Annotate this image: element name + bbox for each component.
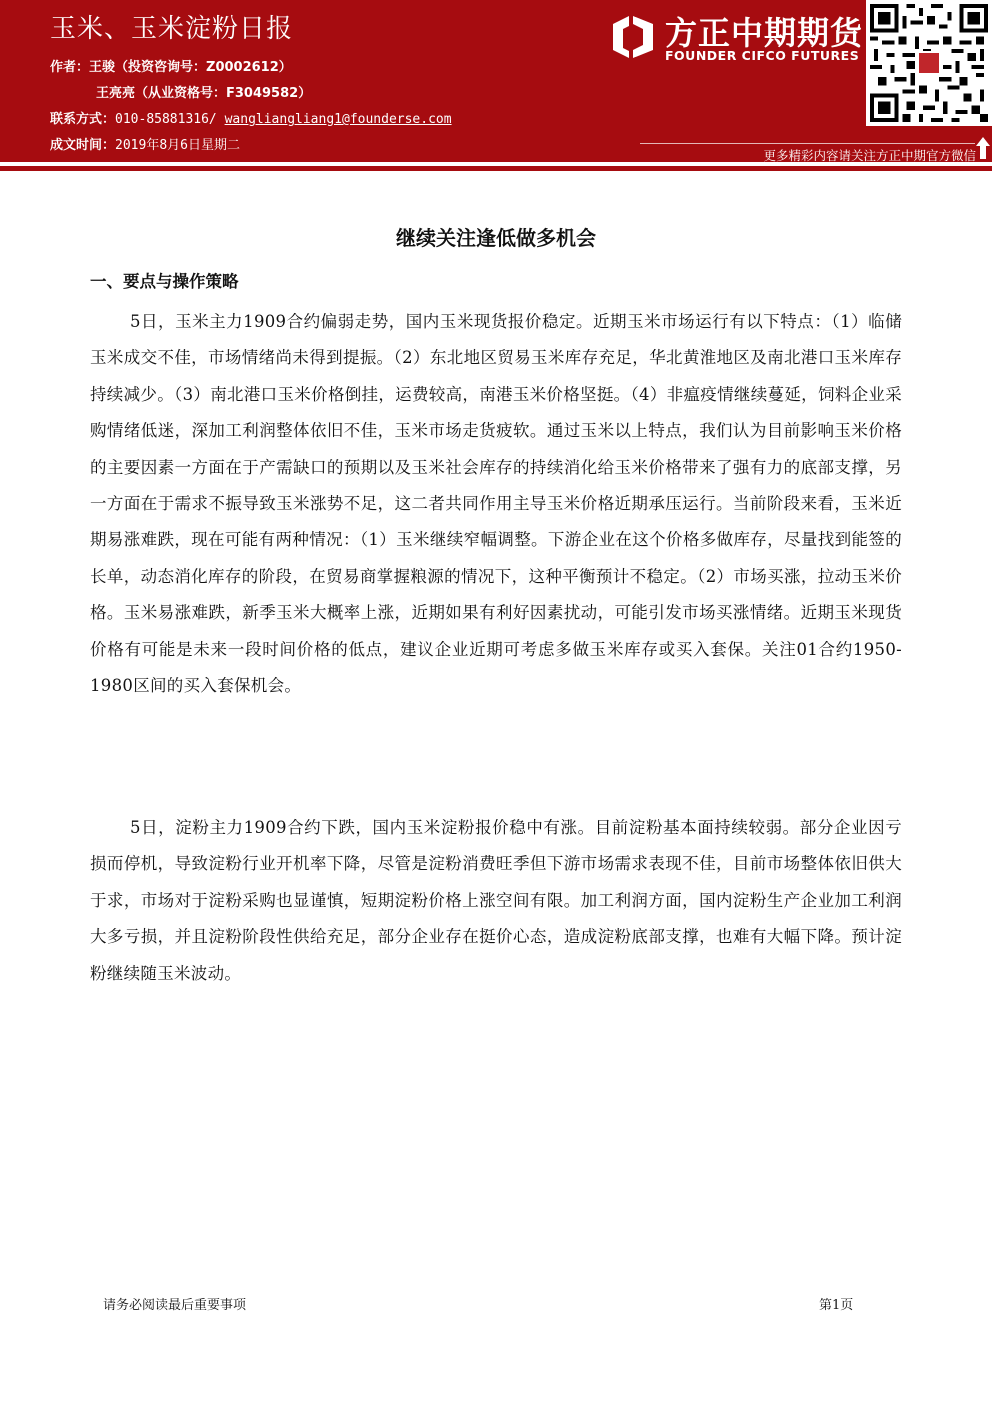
- paragraph-corn: 5日，玉米主力1909合约偏弱走势，国内玉米现货报价稳定。近期玉米市场运行有以下特点：（1）临储玉米成交不佳，市场情绪尚未得到提振。（2）东北地区贸易玉米库存充足，华北黄淮地区及南北港口玉米库存持续减少。（3）南北港口玉米价格倒挂，运费较高，南港玉米价格坚挺。（4）非瘟疫情继续蔓延，饲料企业采购情绪低迷，深加工利润整体依旧不佳，玉米市场走货疲软。通过玉米以上特点，我们认为目前影响玉米价格的主要因素一方面在于产需缺口的预期以及玉米社会库存的持续消化给玉米价格带来了强有力的底部支撑，另一方面在于需求不振导致玉米涨势不足，这二者共同作用主导玉米价格近期承压运行。当前阶段来看，玉米近期易涨难跌，现在可能有两种情况：（1）玉米继续窄幅调整。下游企业在这个价格多做库存，尽量找到能签的长单，动态消化库存的阶段，在贸易商掌握粮源的情况下，这种平衡预计不稳定。（2）市场买涨，拉动玉米价格。玉米易涨难跌，新季玉米大概率上涨，近期如果有利好因素扰动，可能引发市场买涨情绪。近期玉米现货价格有可能是未来一段时间价格的低点，建议企业近期可考虑多做玉米库存或买入套保。关注01合约1950-1980区间的买入套保机会。: [90, 312, 902, 696]
- author-line-2: [96, 82, 311, 101]
- page-number: 第1页: [819, 1298, 854, 1313]
- section-title: 一、要点与操作策略: [90, 272, 239, 291]
- up-arrow-icon: [975, 136, 991, 160]
- header-divider: [0, 166, 992, 171]
- contact-email-link[interactable]: wangliangliang1@founderse.com: [224, 112, 452, 127]
- qr-code-icon: [870, 4, 988, 122]
- logo-chinese-name: 方正中期期货: [665, 14, 864, 52]
- follow-divider: [640, 143, 975, 144]
- follow-wechat-text: 更多精彩内容请关注方正中期官方微信: [763, 148, 976, 163]
- author-1: 王骏（投资咨询号：Z0002612）: [89, 60, 292, 75]
- author-2: 王亮亮（从业资格号：F3049582）: [96, 86, 312, 101]
- report-title: 玉米、玉米淀粉日报: [50, 14, 294, 44]
- document-title: 继续关注逢低做多机会: [396, 226, 596, 250]
- author-line-1: [50, 56, 292, 75]
- logo-english-name: FOUNDER CIFCO FUTURES: [665, 48, 860, 63]
- date-label: 成文时间：: [50, 138, 116, 153]
- contact-line: [50, 108, 452, 127]
- author-label: 作者：: [50, 60, 90, 75]
- founder-logo-icon: [609, 14, 657, 60]
- wechat-qr-code: [866, 0, 992, 126]
- company-logo: [605, 6, 863, 92]
- footer-notice: 请务必阅读最后重要事项: [103, 1298, 247, 1313]
- contact-phone: 010-85881316/: [115, 112, 217, 127]
- report-header: [0, 0, 992, 162]
- date-value: 2019年8月6日星期二: [115, 138, 240, 153]
- contact-label: 联系方式：: [50, 112, 116, 127]
- paragraph-starch: 5日，淀粉主力1909合约下跌，国内玉米淀粉报价稳中有涨。目前淀粉基本面持续较弱。部分企业因亏损而停机，导致淀粉行业开机率下降，尽管是淀粉消费旺季但下游市场需求表现不佳，目前市场整体依旧供大于求，市场对于淀粉采购也显谨慎，短期淀粉价格上涨空间有限。加工利润方面，国内淀粉生产企业加工利润大多亏损，并且淀粉阶段性供给充足，部分企业存在挺价心态，造成淀粉底部支撑，也难有大幅下降。预计淀粉继续随玉米波动。: [90, 818, 902, 983]
- date-line: [50, 134, 240, 153]
